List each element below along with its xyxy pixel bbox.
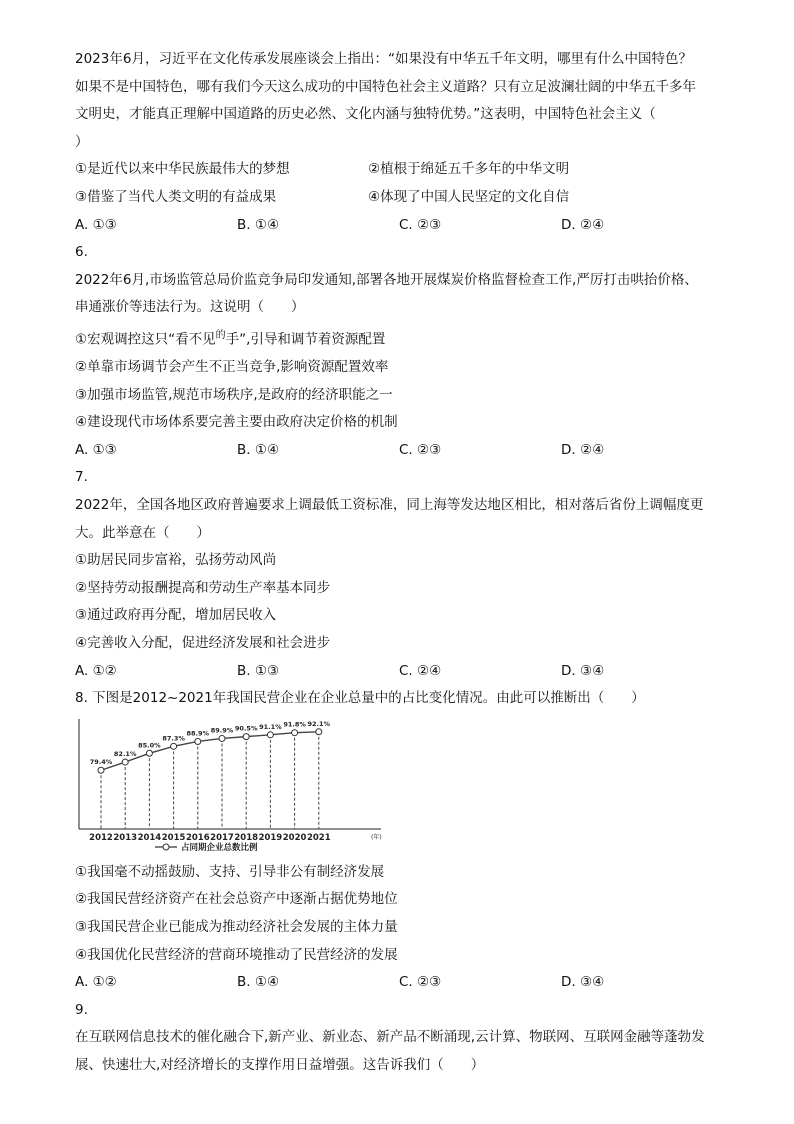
x-tick-label: 2014 xyxy=(137,832,162,843)
q6-option-b[interactable]: B. ①④ xyxy=(237,441,280,458)
data-label: 82.1% xyxy=(113,749,137,758)
x-tick-label: 2015 xyxy=(161,832,186,843)
data-label: 85.0% xyxy=(138,741,161,750)
x-tick-label: 2019 xyxy=(258,832,283,843)
q5-item-1: ①是近代以来中华民族最伟大的梦想 xyxy=(75,161,290,178)
data-point xyxy=(267,732,273,738)
q7-number: 7. xyxy=(75,469,88,486)
q7-stem-line: 大。此举意在（ ） xyxy=(75,524,210,541)
data-point xyxy=(292,729,298,735)
q9-stem: 在互联网信息技术的催化融合下,新产业、新业态、新产品不断涌现,云计算、物联网、互联网金融等蓬勃发展、快速壮大,对经济增长的支撑作用日益增强。这告诉我们（ ） xyxy=(75,1029,705,1073)
q6-option-d[interactable]: D. ②④ xyxy=(561,441,605,458)
x-tick-label: 2013 xyxy=(113,832,138,843)
data-label: 88.9% xyxy=(186,729,210,738)
data-point xyxy=(195,738,201,744)
q5-item-3: ③借鉴了当代人类文明的有益成果 xyxy=(75,188,277,205)
q7-options xyxy=(75,658,730,686)
data-point xyxy=(171,743,177,749)
data-point xyxy=(316,729,322,735)
q8-option-b[interactable]: B. ①④ xyxy=(237,974,280,991)
data-label: 91.1% xyxy=(259,722,282,731)
data-label: 79.4% xyxy=(89,757,113,766)
data-label: 90.5% xyxy=(234,724,258,733)
legend-marker xyxy=(163,844,169,850)
q6-item-3: ③加强市场监管,规范市场秩序,是政府的经济职能之一 xyxy=(75,386,393,403)
q6-stem-line: 2022年6月,市场监管总局价监竞争局印发通知,部署各地开展煤炭价格监督检查工作,严厉打击哄抬价格、 xyxy=(75,271,698,288)
q7-option-b[interactable]: B. ①③ xyxy=(237,662,280,679)
question-7 xyxy=(75,464,730,685)
q8-option-a[interactable]: A. ①② xyxy=(75,974,117,991)
x-tick-label: 2020 xyxy=(282,832,307,843)
q6-item-1-part-c: 手”,引导和调节着资源配置 xyxy=(225,331,386,348)
x-unit-label: (年) xyxy=(371,833,382,841)
x-tick-label: 2017 xyxy=(210,832,234,843)
private-enterprise-share-chart xyxy=(75,717,395,857)
chart-svg xyxy=(75,717,395,857)
q5-option-b[interactable]: B. ①④ xyxy=(237,216,280,233)
x-tick-label: 2012 xyxy=(89,832,113,843)
legend-label: 占同期企业总数比例 xyxy=(181,842,258,853)
q8-stem: 8. 下图是2012~2021年我国民营企业在企业总量中的占比变化情况。由此可以推断出（ ） xyxy=(75,690,645,707)
q8-item-4: ④我国优化民营经济的营商环境推动了民营经济的发展 xyxy=(75,946,398,963)
q6-item-1-part-a: ①宏观调控这只“看不见 xyxy=(75,331,216,348)
q6-number: 6. xyxy=(75,244,88,261)
q5-stem-line: 如果不是中国特色，哪有我们今天这么成功的中国特色社会主义道路？只有立足波澜壮阔的中华五千多年 xyxy=(75,78,696,95)
question-5 xyxy=(75,46,730,239)
data-point xyxy=(219,735,225,741)
x-tick-label: 2021 xyxy=(306,832,331,843)
question-9 xyxy=(75,997,730,1080)
q8-option-d[interactable]: D. ③④ xyxy=(561,974,605,991)
q6-stem-line: 串通涨价等违法行为。这说明（ ） xyxy=(75,299,305,316)
q5-item-2: ②植根于绵延五千多年的中华文明 xyxy=(368,161,570,178)
q7-item-1: ①助居民同步富裕，弘扬劳动风尚 xyxy=(75,552,277,569)
data-label: 87.3% xyxy=(162,734,185,743)
data-label: 91.8% xyxy=(283,720,306,729)
q9-number: 9. xyxy=(75,1001,88,1018)
q5-option-a[interactable]: A. ①③ xyxy=(75,216,117,233)
q8-item-2: ②我国民营经济资产在社会总资产中逐渐占据优势地位 xyxy=(75,891,398,908)
q6-item-1 xyxy=(75,322,730,354)
q7-item-4: ④完善收入分配，促进经济发展和社会进步 xyxy=(75,634,331,651)
q6-item-2: ②单靠市场调节会产生不正当竞争,影响资源配置效率 xyxy=(75,359,389,376)
q5-options xyxy=(75,212,730,240)
q8-item-3: ③我国民营企业已能成为推动经济社会发展的主体力量 xyxy=(75,918,398,935)
q5-option-c[interactable]: C. ②③ xyxy=(399,216,442,233)
q6-option-a[interactable]: A. ①③ xyxy=(75,441,117,458)
q5-stem-line: 文明史，才能真正理解中国道路的历史必然、文化内涵与独特优势。”这表明，中国特色社会主义（ xyxy=(75,106,656,123)
q6-option-c[interactable]: C. ②③ xyxy=(399,441,442,458)
q7-option-c[interactable]: C. ②④ xyxy=(399,662,442,679)
q7-item-2: ②坚持劳动报酬提高和劳动生产率基本同步 xyxy=(75,579,331,596)
data-point xyxy=(122,759,128,765)
q7-option-d[interactable]: D. ③④ xyxy=(561,662,605,679)
data-label: 89.9% xyxy=(210,726,234,735)
exam-page xyxy=(75,46,730,1080)
x-tick-label: 2018 xyxy=(234,832,259,843)
q7-option-a[interactable]: A. ①② xyxy=(75,662,117,679)
q8-options xyxy=(75,969,730,997)
data-point xyxy=(98,767,104,773)
q6-item-1-part-b: 的 xyxy=(215,329,226,341)
q5-stem-line: ） xyxy=(75,133,89,150)
q5-stem-line: 2023年6月，习近平在文化传承发展座谈会上指出：“如果没有中华五千年文明，哪里有什么中国特色？ xyxy=(75,51,692,67)
q7-stem-line: 2022年，全国各地区政府普遍要求上调最低工资标准，同上海等发达地区相比，相对落后省份上调幅度更 xyxy=(75,497,704,513)
q6-item-4: ④建设现代市场体系要完善主要由政府决定价格的机制 xyxy=(75,414,398,431)
data-point xyxy=(146,750,152,756)
question-8 xyxy=(75,685,730,997)
q5-item-4: ④体现了中国人民坚定的文化自信 xyxy=(368,188,570,205)
q6-options xyxy=(75,437,730,465)
q5-option-d[interactable]: D. ②④ xyxy=(561,216,605,233)
x-tick-label: 2016 xyxy=(185,832,210,843)
question-6 xyxy=(75,239,730,464)
data-label: 92.1% xyxy=(307,719,331,728)
q8-item-1: ①我国毫不动摇鼓励、支持、引导非公有制经济发展 xyxy=(75,863,385,880)
q8-option-c[interactable]: C. ②③ xyxy=(399,974,442,991)
data-point xyxy=(243,733,249,739)
q7-item-3: ③通过政府再分配，增加居民收入 xyxy=(75,607,277,624)
